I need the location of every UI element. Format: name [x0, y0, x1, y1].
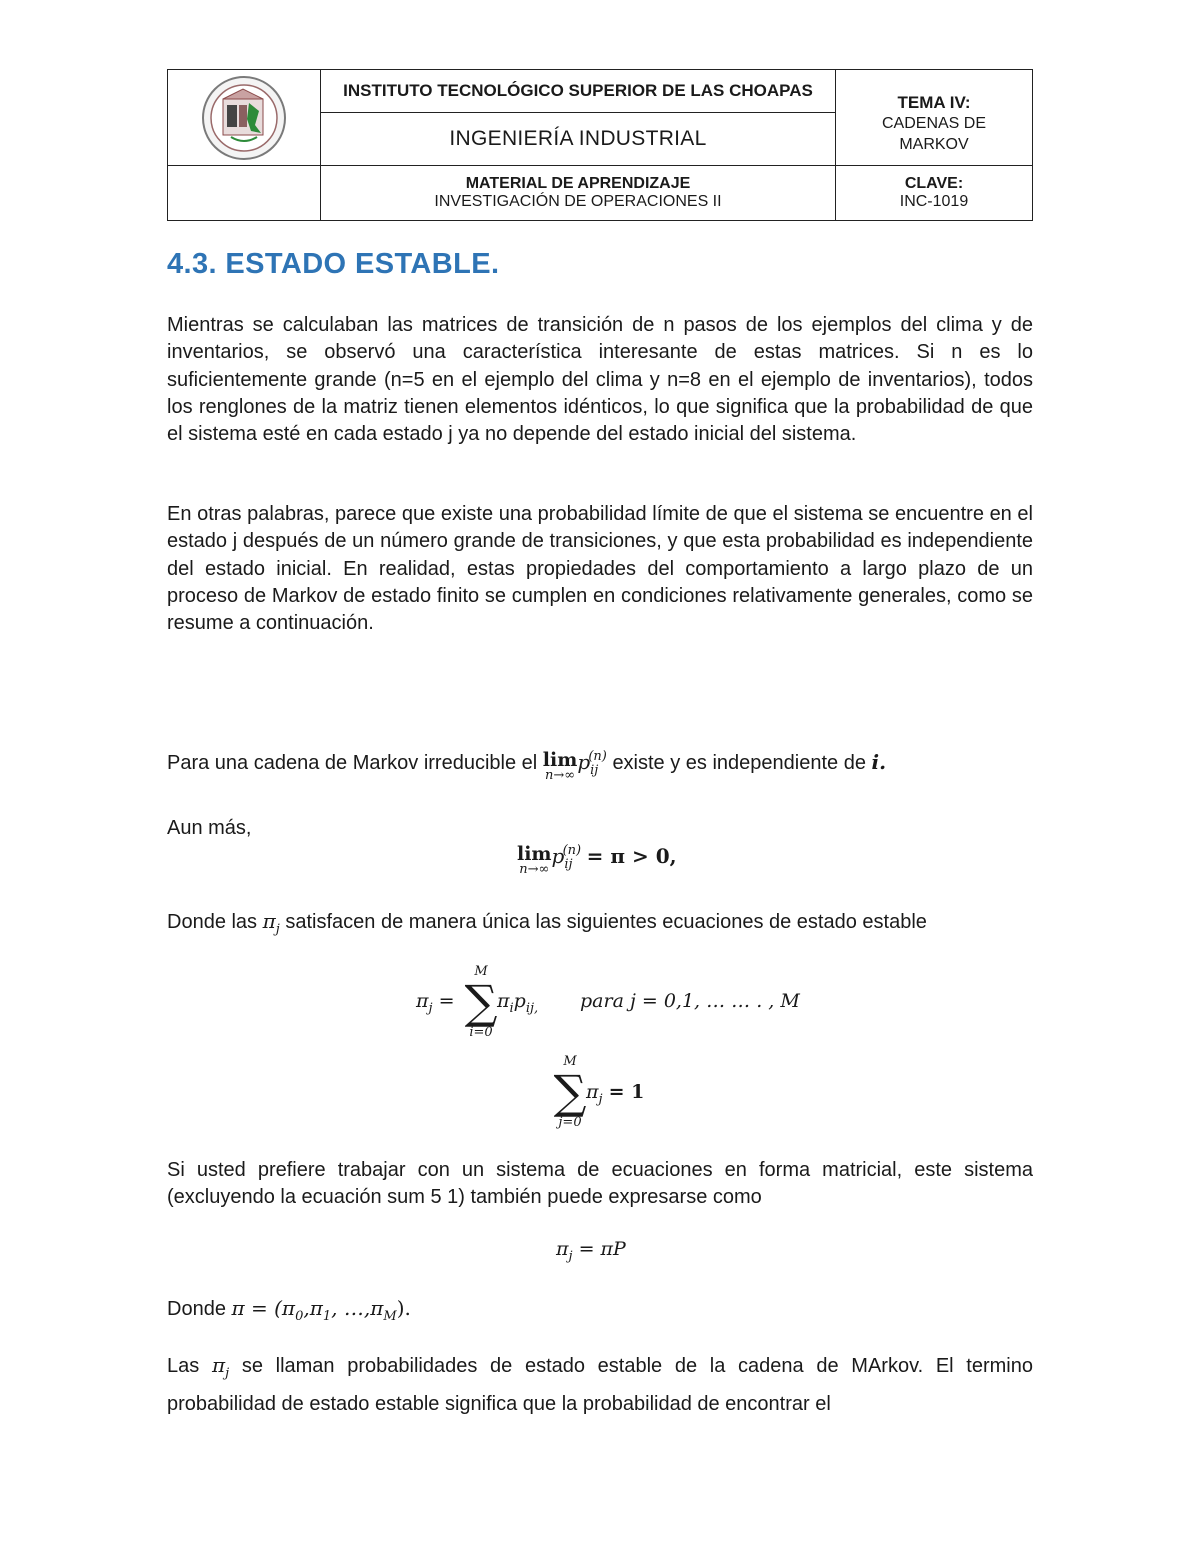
donde-before: Donde las	[167, 911, 258, 933]
eq1-sigma: M ∑ i=0	[459, 964, 503, 1040]
pi-vector: $\pi = (\pi_0,\pi_1$, $\dots,\pi_M$).	[231, 1296, 411, 1324]
p-ij-inline: $p_{ij}^{(n)}$	[577, 749, 607, 778]
donde-pi-j	[167, 906, 1033, 945]
pi-j-symbol-2: $\pi_j$	[211, 1353, 230, 1381]
irreducible-var: i.	[871, 750, 887, 774]
institute-name: INSTITUTO TECNOLÓGICO SUPERIOR DE LAS CHOAPAS	[321, 70, 836, 113]
material-name: INVESTIGACIÓN DE OPERACIONES II	[434, 193, 722, 210]
limit-inline: lim n→∞	[542, 749, 578, 783]
pi-j-symbol: $\pi_j$	[262, 909, 280, 937]
institute-logo	[201, 75, 287, 161]
eq1-condition: para j = 0,1, … … . , M	[580, 990, 800, 1012]
paragraph-2: En otras palabras, parece que existe una probabilidad límite de que el sistema se encuentre en el estado j después de un número grande de transiciones, y que esta probabilidad es independiente del estado inicial. En realidad, estas propiedades del comportamiento a largo plazo de un proceso de Markov de estado finito se cumplen en condiciones relativamente generales, como se resume a continuación.	[167, 503, 1033, 635]
irreducible-after: existe y es independiente de	[612, 752, 866, 774]
eq2-term: $\pi_j = 1$	[586, 1081, 645, 1107]
eq2-lower: j=0	[558, 1115, 582, 1130]
irreducible-before: Para una cadena de Markov irreducible el	[167, 752, 538, 774]
header-table	[167, 69, 1033, 221]
clave-cell	[836, 166, 1033, 221]
tema-label: TEMA IV:	[897, 92, 971, 112]
las-before: Las	[167, 1355, 200, 1377]
las-after: se llaman probabilidades de estado estable de la cadena de MArkov. El termino probabilidad de estado estable significa que la probabilidad de encontrar el	[167, 1355, 1033, 1415]
eq1-lower: i=0	[469, 1025, 493, 1040]
program-name: INGENIERÍA INDUSTRIAL	[321, 113, 836, 166]
clave-label: CLAVE:	[904, 175, 964, 192]
eq1-term: $\pi_ip_{ij,}$	[497, 990, 539, 1016]
aun-mas: Aun más,	[167, 817, 252, 839]
material-cell	[321, 166, 836, 221]
matrix-equation: $\pi_j = \pi P$	[556, 1238, 626, 1264]
donde-pi-before: Donde	[167, 1298, 226, 1320]
las-pi-j-paragraph	[167, 1350, 1033, 1419]
limit-rhs: = π > 0,	[586, 844, 677, 868]
section-title: 4.3. ESTADO ESTABLE.	[167, 248, 500, 280]
tema-cell	[836, 70, 1033, 166]
material-label: MATERIAL DE APRENDIZAJE	[465, 175, 691, 192]
donde-pi	[167, 1296, 411, 1324]
logo-cell	[168, 70, 321, 166]
empty-cell	[168, 166, 321, 221]
paragraph-1: Mientras se calculaban las matrices de transición de n pasos de los ejemplos del clima y de inventarios, se observó una característica interesante de estas matrices. Si n es lo suficientemente grande (n=5 en el ejemplo del clima y n=8 en el ejemplo de inventarios), todos los renglones de la matriz tienen elementos idénticos, lo que significa que la probabilidad de que el sistema esté en cada estado j ya no depende del estado inicial del sistema.	[167, 314, 1033, 446]
eq2-upper: M	[563, 1054, 577, 1069]
tema-name: CADENAS DE MARKOV	[881, 114, 987, 153]
donde-after: satisfacen de manera única las siguientes ecuaciones de estado estable	[285, 911, 927, 933]
matricial-paragraph: Si usted prefiere trabajar con un sistema de ecuaciones en forma matricial, este sistema (excluyendo la ecuación sum 5 1) también puede expresarse como	[167, 1159, 1033, 1209]
limit-equation: lim n→∞ $p_{ij}^{(n)} = \pi > 0$,	[517, 843, 677, 877]
eq1-lhs: $\pi_j$ =	[416, 990, 455, 1016]
clave-value: INC-1019	[899, 193, 969, 210]
irreducible-sentence	[167, 749, 886, 783]
eq1-upper: M	[474, 964, 488, 979]
eq2-sigma: M ∑ j=0	[548, 1054, 592, 1130]
